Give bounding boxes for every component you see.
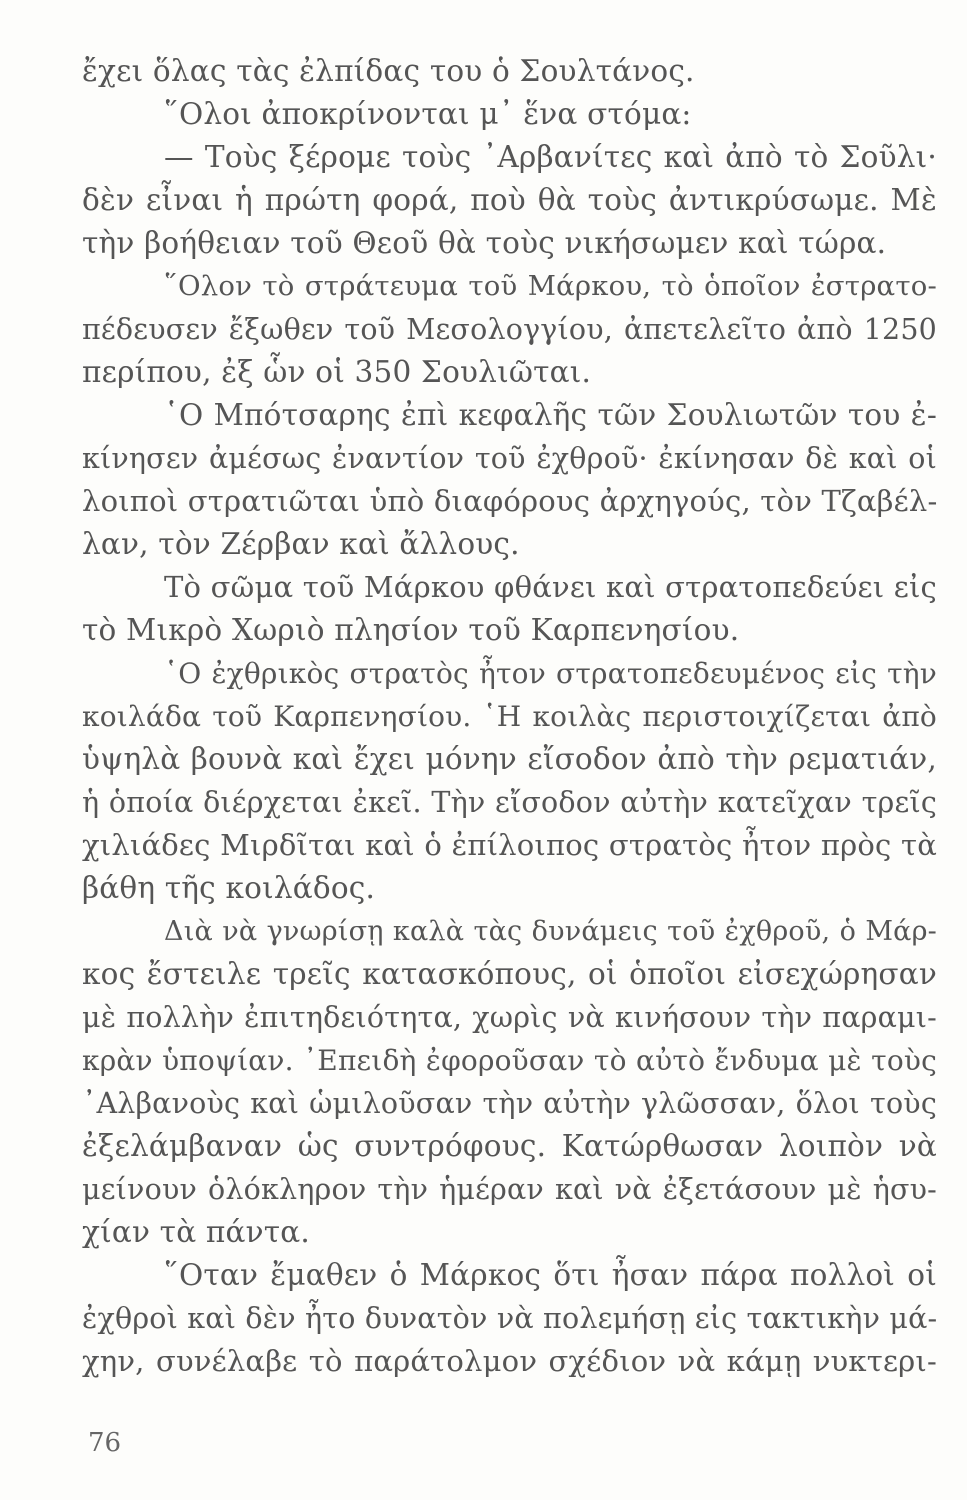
text-line: χίαν τὰ πάντα. (82, 1215, 310, 1249)
text-line: ἐξελάμβαναν ὡς συντρόφους. Κατώρθωσαν λοιπὸν νὰ (82, 1129, 937, 1163)
text-line: χην, συνέλαβε τὸ παράτολμον σχέδιον νὰ κάμῃ νυκτερι- (82, 1344, 937, 1378)
text-line: ῞Ολον τὸ στράτευμα τοῦ Μάρκου, τὸ ὁποῖον ἐστρατο- (164, 270, 937, 302)
text-line: ὑψηλὰ βουνὰ καὶ ἔχει μόνην εἴσοδον ἀπὸ τὴν ρεματιάν, (82, 742, 937, 776)
text-line: ἡ ὁποία διέρχεται ἐκεῖ. Τὴν εἴσοδον αὐτὴν κατεῖχαν τρεῖς (82, 786, 937, 819)
text-line: τὸ Μικρὸ Χωριὸ πλησίον τοῦ Καρπενησίου. (82, 613, 740, 647)
text-line: κρὰν ὑποψίαν. ᾽Επειδὴ ἐφοροῦσαν τὸ αὐτὸ ἔνδυμα μὲ τοὺς (82, 1044, 937, 1077)
text-line: κοιλάδα τοῦ Καρπενησίου. ῾Η κοιλὰς περιστοιχίζεται ἀπὸ (82, 700, 937, 733)
text-line: ἔχει ὅλας τὰς ἐλπίδας του ὁ Σουλτάνος. (82, 54, 695, 88)
text-line: Τὸ σῶμα τοῦ Μάρκου φθάνει καὶ στρατοπεδεύει εἰς (164, 570, 937, 604)
text-line: μείνουν ὁλόκληρον τὴν ἡμέραν καὶ νὰ ἐξετάσουν μὲ ἡσυ- (82, 1173, 937, 1206)
text-line: ῾Ο Μπότσαρης ἐπὶ κεφαλῆς τῶν Σουλιωτῶν του ἐ- (164, 398, 937, 432)
body-text (82, 50, 937, 1383)
text-line: περίπου, ἐξ ὧν οἱ 350 Σουλιῶται. (82, 355, 592, 389)
text-line: — Τοὺς ξέρομε τοὺς ᾽Αρβανίτες καὶ ἀπὸ τὸ Σοῦλι· (164, 140, 937, 174)
text-line: κίνησεν ἀμέσως ἐναντίον τοῦ ἐχθροῦ· ἐκίνησαν δὲ καὶ οἱ (82, 442, 937, 475)
text-line: χιλιάδες Μιρδῖται καὶ ὁ ἐπίλοιπος στρατὸς ἦτον πρὸς τὰ (82, 828, 937, 862)
text-line: πέδευσεν ἔξωθεν τοῦ Μεσολογγίου, ἀπετελεῖτο ἀπὸ 1250 (82, 313, 937, 346)
text-line: κος ἔστειλε τρεῖς κατασκόπους, οἱ ὁποῖοι εἰσεχώρησαν (82, 957, 937, 991)
page-number: 76 (88, 1428, 122, 1458)
text-line: ἐχθροὶ καὶ δὲν ἦτο δυνατὸν νὰ πολεμήσῃ εἰς τακτικὴν μά- (82, 1302, 938, 1335)
text-line: ῞Οταν ἔμαθεν ὁ Μάρκος ὅτι ἦσαν πάρα πολλοὶ οἱ (164, 1258, 937, 1292)
text-line: δὲν εἶναι ἡ πρώτη φορά, ποὺ θὰ τοὺς ἀντικρύσωμε. Μὲ (82, 183, 937, 217)
text-line: λοιποὶ στρατιῶται ὑπὸ διαφόρους ἀρχηγούς, τὸν Τζαβέλ- (82, 484, 938, 518)
text-line: βάθη τῆς κοιλάδος. (82, 871, 376, 905)
text-line: ᾽Αλβανοὺς καὶ ὡμιλοῦσαν τὴν αὐτὴν γλῶσσαν, ὅλοι τοὺς (82, 1087, 937, 1120)
text-line: ῾Ο ἐχθρικὸς στρατὸς ἦτον στρατοπεδευμένος εἰς τὴν (164, 657, 937, 690)
text-line: τὴν βοήθειαν τοῦ Θεοῦ θὰ τοὺς νικήσωμεν καὶ τώρα. (82, 226, 887, 260)
text-line: Διὰ νὰ γνωρίσῃ καλὰ τὰς δυνάμεις τοῦ ἐχθροῦ, ὁ Μάρ- (164, 916, 937, 947)
text-line: μὲ πολλὴν ἐπιτηδειότητα, χωρὶς νὰ κινήσουν τὴν παραμι- (82, 1001, 937, 1034)
text-line: λαν, τὸν Ζέρβαν καὶ ἄλλους. (82, 527, 520, 561)
text-line: ῞Ολοι ἀποκρίνονται μ᾽ ἕνα στόμα: (164, 97, 692, 131)
